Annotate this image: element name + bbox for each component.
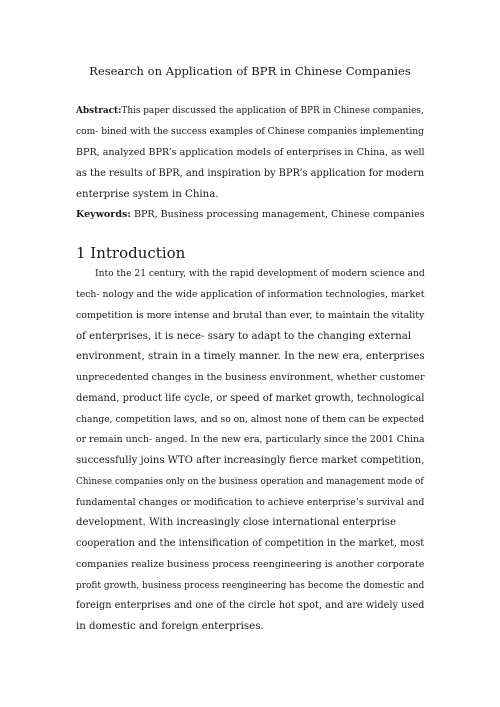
abstract-line: com- bined with the success examples of Chinese companies implementing — [76, 127, 424, 137]
body-line: Chinese companies only on the business operation and management mode of — [76, 477, 424, 487]
abstract-line: enterprise system in China. — [76, 189, 219, 200]
body-line: tech- nology and the wide application of information technologies, market — [76, 289, 425, 300]
body-line: change, competition laws, and so on, almost none of them can be expected — [76, 414, 425, 425]
body-line: demand, product life cycle, or speed of market growth, technological — [76, 393, 425, 404]
body-line: Into the 21 century, with the rapid development of modern science and — [95, 269, 425, 279]
body-line: cooperation and the intensification of competition in the market, most — [76, 538, 425, 549]
body-line: companies realize business process reengineering is another corporate — [76, 559, 425, 570]
abstract-label: Abstract: — [76, 106, 122, 116]
body-line: fundamental changes or modification to achieve enterprise’s survival and — [76, 497, 425, 508]
keywords-line — [76, 208, 425, 222]
abstract-line — [76, 104, 424, 118]
body-line: foreign enterprises and one of the circle hot spot, and are widely used — [76, 600, 425, 611]
abstract-line: as the results of BPR, and inspiration by BPR’s application for modern — [76, 168, 425, 179]
body-line: environment, strain in a timely manner. In the new era, enterprises — [76, 351, 425, 362]
paper-title: Research on Application of BPR in Chinese Companies — [89, 64, 411, 78]
keywords-label: Keywords: — [76, 209, 131, 220]
abstract-text: This paper discussed the application of BPR in Chinese companies, — [121, 106, 424, 116]
body-line: of enterprises, it is nece- ssary to adapt to the changing external — [76, 331, 412, 342]
body-line: profit growth, business process reengineering has become the domestic and — [76, 581, 425, 591]
section-heading: 1 Introduction — [76, 244, 186, 262]
body-line: development. With increasingly close international enterprise — [76, 517, 396, 528]
body-line: in domestic and foreign enterprises. — [76, 621, 264, 632]
keywords-text: BPR, Business processing management, Chinese companies — [130, 209, 425, 220]
body-line: competition is more intense and brutal than ever, to maintain the vitality — [76, 310, 425, 321]
body-line: unprecedented changes in the business environment, whether customer — [76, 372, 425, 383]
body-line: successfully joins WTO after increasingly fierce market competition, — [76, 455, 425, 466]
abstract-line: BPR, analyzed BPR’s application models of enterprises in China, as well — [76, 147, 425, 158]
body-line: or remain unch- anged. In the new era, particularly since the 2001 China — [76, 434, 425, 445]
